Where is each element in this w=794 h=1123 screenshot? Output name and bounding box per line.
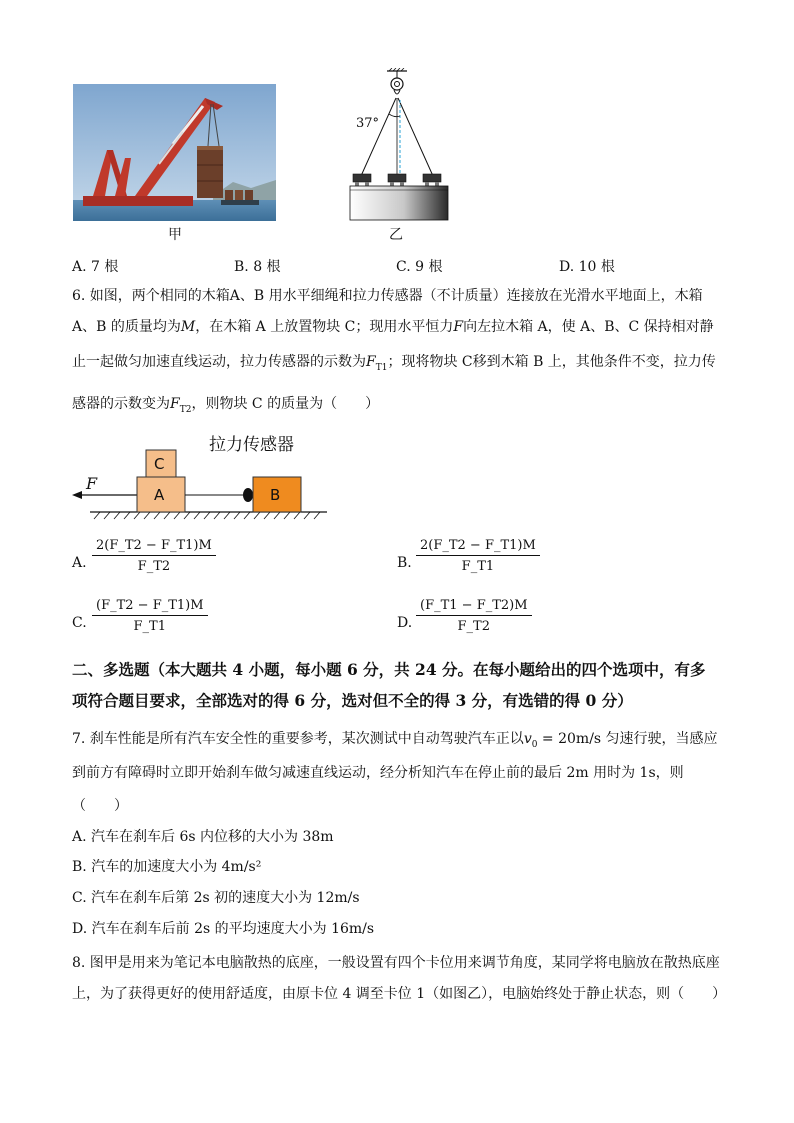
crane-photo: [73, 84, 276, 221]
q6-line-1: 6. 如图，两个相同的木箱A、B 用水平细绳和拉力传感器（不计质量）连接放在光滑水平地面上，木箱: [72, 288, 703, 304]
section-2-heading-line-2: 项符合题目要求，全部选对的得 6 分，选对但不全的得 3 分，有选错的得 0 分）: [72, 691, 633, 710]
q6-line-2: A、B 的质量均为M，在木箱 A 上放置物块 C；现用水平恒力F向左拉木箱 A，使 A、B、C 保持相对静: [72, 319, 714, 335]
q6-option-d-fraction: $\frac{(F\_T1 - F\_T2)M}{F\_T2}$: [416, 598, 532, 634]
q7-line-2: 到前方有障碍时立即开始刹车做匀减速直线运动，经分析知汽车在停止前的最后 2m 用时为 1s，则: [72, 765, 684, 781]
section-2-heading-line-1: 二、多选题（本大题共 4 小题，每小题 6 分，共 24 分。在每小题给出的四个选项中，有多: [72, 660, 706, 679]
q6-line-4: 感器的示数变为$F_{T2}$，则物块 C 的质量为（ ）: [72, 396, 380, 415]
q7-option-d[interactable]: D. 汽车在刹车后前 2s 的平均速度大小为 16m/s: [72, 921, 375, 937]
q7-line-3: （ ）: [72, 798, 128, 814]
q7-option-c[interactable]: C. 汽车在刹车后第 2s 初的速度大小为 12m/s: [72, 890, 360, 906]
q5-option-b[interactable]: B. 8 根: [234, 259, 281, 275]
q6-option-a-fraction: $\frac{2(F\_T2 - F\_T1)M}{F\_T2}$: [92, 538, 216, 574]
q7-line-1: 7. 刹车性能是所有汽车安全性的重要参考，某次测试中自动驾驶汽车正以$v_0 = 20m/s$ 匀速行驶，当感应: [72, 731, 718, 750]
q6-figure: [70, 425, 335, 525]
q6-figure-force-label: F: [86, 474, 98, 493]
q6-line-3: 止一起做匀加速直线运动，拉力传感器的示数为$F_{T1}$；现将物块 C移到木箱 B 上，其他条件不变，拉力传: [72, 354, 716, 373]
q8-line-1: 8. 图甲是用来为笔记本电脑散热的底座，一般设置有四个卡位用来调节角度，某同学将电脑放在散热底座: [72, 955, 720, 971]
figure-caption-jia: 甲: [168, 227, 182, 243]
q6-figure-box-c-label: C: [154, 455, 165, 473]
q7-option-b[interactable]: B. 汽车的加速度大小为 4m/s²: [72, 859, 262, 875]
angle-label: 37°: [356, 116, 380, 131]
q5-option-d[interactable]: D. 10 根: [559, 259, 615, 275]
q8-line-2: 上，为了获得更好的使用舒适度，由原卡位 4 调至卡位 1（如图乙），电脑始终处于静止状态，则（ ）: [72, 986, 727, 1002]
q6-option-b-fraction: $\frac{2(F\_T2 - F\_T1)M}{F\_T1}$: [416, 538, 540, 574]
q6-figure-box-b-label: B: [270, 486, 281, 504]
q7-option-a[interactable]: A. 汽车在刹车后 6s 内位移的大小为 38m: [72, 829, 334, 845]
q6-option-c-fraction: $\frac{(F\_T2 - F\_T1)M}{F\_T1}$: [92, 598, 208, 634]
q6-option-c[interactable]: C.: [72, 615, 87, 631]
q6-option-b[interactable]: B.: [397, 555, 412, 571]
q6-figure-box-a-label: A: [154, 486, 165, 504]
lifting-diagram: [345, 68, 455, 223]
q6-figure-sensor-label: 拉力传感器: [209, 435, 294, 455]
q5-option-c[interactable]: C. 9 根: [396, 259, 443, 275]
q6-option-a[interactable]: A.: [72, 555, 87, 571]
figure-caption-yi: 乙: [389, 227, 403, 243]
q5-option-a[interactable]: A. 7 根: [72, 259, 119, 275]
q6-option-d[interactable]: D.: [397, 615, 413, 631]
